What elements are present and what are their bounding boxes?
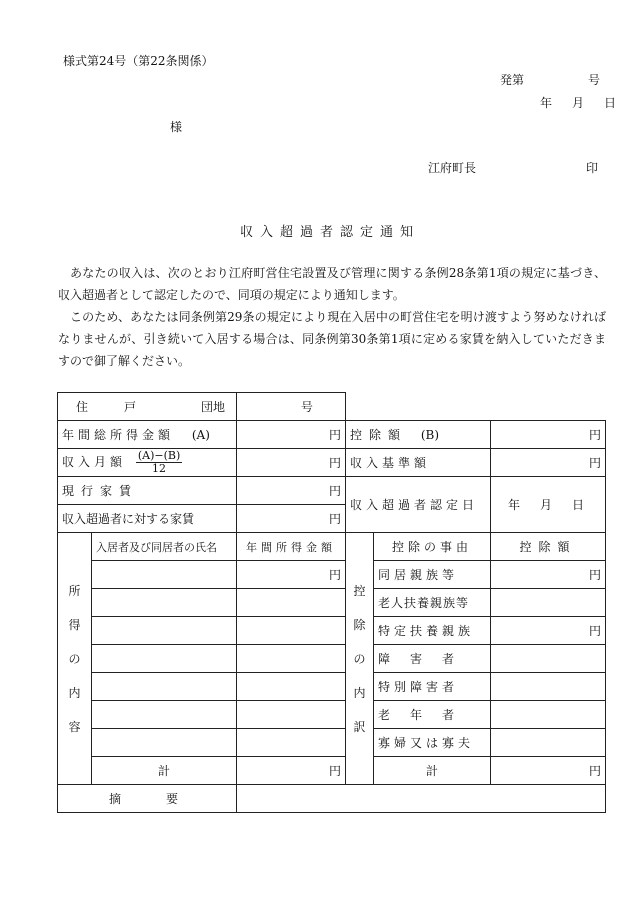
income-standard-value[interactable]: 円 <box>491 449 606 477</box>
table-row <box>58 729 606 757</box>
table-row <box>58 617 606 645</box>
resident-income-cell[interactable] <box>237 589 346 617</box>
remarks-value[interactable] <box>237 785 606 813</box>
table-row <box>58 477 606 505</box>
reason-amount-cell[interactable]: 円 <box>491 617 606 645</box>
table-row <box>58 589 606 617</box>
income-detail-vertical-label: 所 得 の 内 容 <box>58 533 92 785</box>
resident-income-cell[interactable] <box>237 673 346 701</box>
resident-income-cell[interactable]: 円 <box>237 561 346 589</box>
reason-amount-cell[interactable] <box>491 589 606 617</box>
address-label: 住 戸 <box>58 393 237 421</box>
issue-date: 年 月 日 <box>540 96 621 110</box>
monthly-income-value[interactable]: 円 <box>237 449 346 477</box>
address-value[interactable] <box>201 393 346 421</box>
table-row <box>58 645 606 673</box>
income-standard-label: 収入基準額 <box>346 449 491 477</box>
resident-name-cell[interactable] <box>92 673 237 701</box>
income-total-label: 計 <box>92 757 237 785</box>
resident-name-cell[interactable] <box>92 645 237 673</box>
reason-header: 控除の事由 <box>374 533 491 561</box>
table-row <box>58 449 606 477</box>
body-text <box>58 262 606 372</box>
reason-cell: 老 年 者 <box>374 701 491 729</box>
resident-income-cell[interactable] <box>237 617 346 645</box>
resident-name-cell[interactable] <box>92 617 237 645</box>
document-title: 収入超過者認定通知 <box>240 225 421 240</box>
deduction-value[interactable]: 円 <box>491 421 606 449</box>
annual-total-value[interactable]: 円 <box>237 421 346 449</box>
reason-amount-cell[interactable] <box>491 729 606 757</box>
reason-cell: 老人扶養親族等 <box>374 589 491 617</box>
resident-name-cell[interactable] <box>92 701 237 729</box>
body-paragraph-1: あなたの収入は、次のとおり江府町営住宅設置及び管理に関する条例28条第1項の規定に基づき、収入超過者として認定したので、同項の規定により通知します。 <box>58 266 606 302</box>
excess-rent-value[interactable]: 円 <box>237 505 346 533</box>
table-row <box>58 757 606 785</box>
resident-name-cell[interactable] <box>92 589 237 617</box>
income-total-value[interactable]: 円 <box>237 757 346 785</box>
danchi-label: 団地 <box>201 400 226 414</box>
form-number: 様式第24号（第22条関係） <box>63 54 214 68</box>
reason-amount-cell[interactable] <box>491 673 606 701</box>
reason-cell: 同居親族等 <box>374 561 491 589</box>
reason-cell: 特別障害者 <box>374 673 491 701</box>
resident-name-cell[interactable] <box>92 729 237 757</box>
seal-mark: 印 <box>586 161 599 175</box>
current-rent-value[interactable]: 円 <box>237 477 346 505</box>
reason-amount-cell[interactable] <box>491 645 606 673</box>
table-row <box>58 701 606 729</box>
annual-total-label: 年間総所得金額 (A) <box>58 421 237 449</box>
certification-date-label: 収入超過者認定日 <box>346 477 491 533</box>
certification-date-value[interactable]: 年 月 日 <box>491 477 606 533</box>
reason-cell: 障 害 者 <box>374 645 491 673</box>
deduction-total-label: 計 <box>374 757 491 785</box>
certification-table <box>57 392 606 813</box>
remarks-label: 摘 要 <box>58 785 237 813</box>
reason-cell: 寡婦又は寡夫 <box>374 729 491 757</box>
addressee-suffix: 様 <box>170 120 183 134</box>
monthly-income-label: 収入月額 $\frac{(A)-(B)}{12}$ <box>58 449 237 477</box>
current-rent-label: 現行家賃 <box>58 477 237 505</box>
table-row <box>58 785 606 813</box>
names-header: 入居者及び同居者の氏名 <box>92 533 237 561</box>
annual-income-header: 年間所得金額 <box>237 533 346 561</box>
resident-income-cell[interactable] <box>237 701 346 729</box>
deduction-amount-header: 控除額 <box>491 533 606 561</box>
resident-name-cell[interactable] <box>92 561 237 589</box>
deduction-detail-vertical-label: 控 除 の 内 訳 <box>346 533 374 785</box>
body-paragraph-2: このため、あなたは同条例第29条の規定により現在入居中の町営住宅を明け渡すよう努めなければなりませんが、引き続いて入居する場合は、同条例第30条第1項に定める家賃を納入していただきますので御了解ください。 <box>58 310 606 368</box>
monthly-income-formula: $\frac{(A)-(B)}{12}$ <box>137 449 181 475</box>
resident-income-cell[interactable] <box>237 729 346 757</box>
gou-label: 号 <box>300 400 313 414</box>
excess-rent-label: 収入超過者に対する家賃 <box>58 505 237 533</box>
resident-income-cell[interactable] <box>237 645 346 673</box>
reason-cell: 特定扶養親族 <box>374 617 491 645</box>
issue-number-suffix: 号 <box>588 73 601 87</box>
deduction-label: 控除額 (B) <box>346 421 491 449</box>
deduction-total-value[interactable]: 円 <box>491 757 606 785</box>
table-row <box>58 673 606 701</box>
table-row <box>58 561 606 589</box>
reason-amount-cell[interactable] <box>491 701 606 729</box>
table-row <box>58 393 606 421</box>
sender-name: 江府町長 <box>428 161 477 175</box>
issue-number-prefix: 発第 <box>500 73 525 87</box>
table-row <box>58 421 606 449</box>
table-row <box>58 533 606 561</box>
reason-amount-cell[interactable]: 円 <box>491 561 606 589</box>
